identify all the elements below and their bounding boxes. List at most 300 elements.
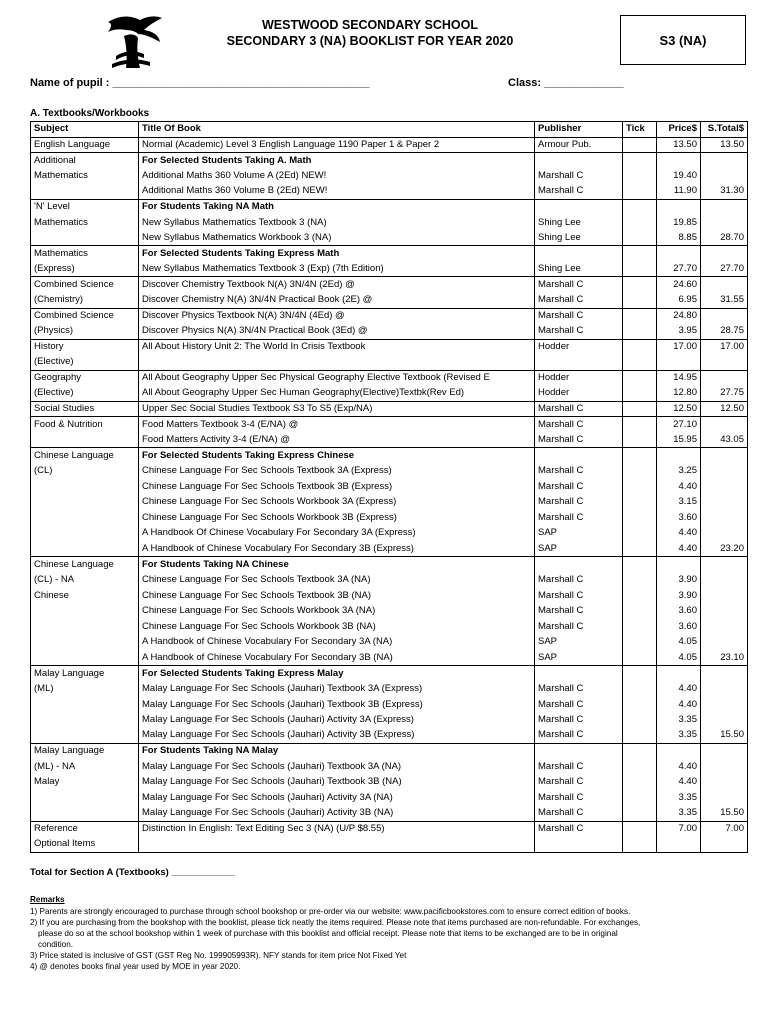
tick-cell[interactable] [623,697,657,713]
subject-cell: Combined Science [31,277,139,293]
publisher-cell: Marshall C [535,728,623,744]
subtotal-cell [701,355,748,371]
column-header: Title Of Book [139,122,535,138]
table-row [31,603,748,619]
subtotal-cell: 31.55 [701,293,748,309]
publisher-cell [535,355,623,371]
price-cell: 24.80 [657,308,701,324]
price-cell: 4.40 [657,541,701,557]
tick-cell[interactable] [623,215,657,231]
publisher-cell [535,743,623,759]
tick-cell[interactable] [623,728,657,744]
subtotal-cell [701,526,748,542]
subject-cell [31,697,139,713]
price-cell: 4.40 [657,759,701,775]
subtotal-cell [701,759,748,775]
tick-cell[interactable] [623,479,657,495]
price-cell: 19.85 [657,215,701,231]
publisher-cell: Marshall C [535,588,623,604]
tick-cell[interactable] [623,806,657,822]
title-cell: New Syllabus Mathematics Textbook 3 (NA) [139,215,535,231]
subtotal-cell [701,495,748,511]
subtotal-cell [701,774,748,790]
tick-cell[interactable] [623,619,657,635]
table-header-row [31,122,748,138]
publisher-cell: Marshall C [535,821,623,837]
publisher-cell: SAP [535,635,623,651]
publisher-cell: Marshall C [535,479,623,495]
price-cell: 14.95 [657,370,701,386]
price-cell: 6.95 [657,293,701,309]
title-cell: For Students Taking NA Malay [139,743,535,759]
tick-cell[interactable] [623,666,657,682]
subject-cell [31,603,139,619]
subtotal-cell [701,666,748,682]
subtotal-cell [701,603,748,619]
subject-cell [31,495,139,511]
publisher-cell: Marshall C [535,619,623,635]
subject-cell [31,184,139,200]
table-row [31,743,748,759]
title-cell: Distinction In English: Text Editing Sec 3 (NA) (U/P $8.55) [139,821,535,837]
subtotal-cell: 27.75 [701,386,748,402]
tick-cell[interactable] [623,837,657,853]
tick-cell[interactable] [623,774,657,790]
tick-cell[interactable] [623,168,657,184]
subject-cell: Chinese Language [31,448,139,464]
price-cell [657,837,701,853]
subject-cell: (ML) - NA [31,759,139,775]
title-cell: Chinese Language For Sec Schools Textbook 3A (Express) [139,464,535,480]
tick-cell[interactable] [623,712,657,728]
subtotal-cell: 15.50 [701,728,748,744]
tick-cell[interactable] [623,199,657,215]
publisher-cell: Hodder [535,339,623,355]
table-row [31,168,748,184]
booklist-title: SECONDARY 3 (NA) BOOKLIST FOR YEAR 2020 [226,34,514,48]
publisher-cell: Marshall C [535,510,623,526]
publisher-cell: Marshall C [535,697,623,713]
pupil-name-field[interactable]: Name of pupil : __________________________________________ [30,77,370,89]
subtotal-cell [701,153,748,169]
title-cell: Chinese Language For Sec Schools Textbook 3B (NA) [139,588,535,604]
table-row [31,650,748,666]
subject-cell [31,619,139,635]
table-row [31,510,748,526]
table-row [31,588,748,604]
title-cell: Discover Physics Textbook N(A) 3N/4N (4Ed) @ [139,308,535,324]
tick-cell[interactable] [623,572,657,588]
title-cell [139,355,535,371]
table-row [31,137,748,153]
publisher-cell [535,153,623,169]
price-cell: 3.35 [657,790,701,806]
section-a-title: A. Textbooks/Workbooks [30,108,150,119]
price-cell: 3.60 [657,619,701,635]
class-field[interactable]: Class: _____________ [508,77,624,89]
title-cell: Malay Language For Sec Schools (Jauhari) Textbook 3A (Express) [139,681,535,697]
subtotal-cell [701,712,748,728]
subject-cell [31,432,139,448]
title-cell: Malay Language For Sec Schools (Jauhari) Activity 3B (Express) [139,728,535,744]
price-cell: 4.40 [657,774,701,790]
title-cell: Additional Maths 360 Volume B (2Ed) NEW! [139,184,535,200]
publisher-cell: Marshall C [535,572,623,588]
publisher-cell: SAP [535,541,623,557]
table-row [31,199,748,215]
tick-cell[interactable] [623,277,657,293]
subject-cell: Social Studies [31,401,139,417]
tick-cell[interactable] [623,432,657,448]
tick-cell[interactable] [623,261,657,277]
table-row [31,355,748,371]
subtotal-cell: 31.30 [701,184,748,200]
subtotal-cell [701,510,748,526]
table-row [31,635,748,651]
price-cell [657,666,701,682]
tick-cell[interactable] [623,681,657,697]
title-cell: A Handbook of Chinese Vocabulary For Secondary 3B (NA) [139,650,535,666]
price-cell: 8.85 [657,230,701,246]
subtotal-cell: 23.20 [701,541,748,557]
title-cell: For Selected Students Taking Express Chinese [139,448,535,464]
subject-cell: (CL) [31,464,139,480]
subtotal-cell [701,557,748,573]
title-cell: Malay Language For Sec Schools (Jauhari) Textbook 3A (NA) [139,759,535,775]
publisher-cell: Armour Pub. [535,137,623,153]
subtotal-cell [701,370,748,386]
publisher-cell: Marshall C [535,806,623,822]
subtotal-cell: 28.75 [701,324,748,340]
subject-cell: Optional Items [31,837,139,853]
subtotal-cell [701,790,748,806]
school-logo-icon [104,12,164,70]
subtotal-cell [701,277,748,293]
tick-cell[interactable] [623,230,657,246]
title-cell: For Selected Students Taking Express Malay [139,666,535,682]
subject-cell: Additional [31,153,139,169]
subtotal-cell [701,837,748,853]
price-cell [657,448,701,464]
subtotal-cell: 15.50 [701,806,748,822]
tick-cell[interactable] [623,495,657,511]
subject-cell: 'N' Level [31,199,139,215]
tick-cell[interactable] [623,526,657,542]
title-cell: For Students Taking NA Math [139,199,535,215]
title-cell: A Handbook of Chinese Vocabulary For Secondary 3B (Express) [139,541,535,557]
subtotal-cell [701,619,748,635]
tick-cell[interactable] [623,743,657,759]
title-cell: Malay Language For Sec Schools (Jauhari) Activity 3B (NA) [139,806,535,822]
publisher-cell: Marshall C [535,293,623,309]
title-cell: For Selected Students Taking Express Math [139,246,535,262]
subject-cell: (CL) - NA [31,572,139,588]
tick-cell[interactable] [623,541,657,557]
class-code: S3 (NA) [659,32,707,48]
tick-cell[interactable] [623,401,657,417]
subject-cell [31,635,139,651]
publisher-cell: Marshall C [535,495,623,511]
subject-cell: Reference [31,821,139,837]
subject-cell: Malay [31,774,139,790]
publisher-cell: Marshall C [535,712,623,728]
price-cell: 3.60 [657,603,701,619]
table-row [31,386,748,402]
title-cell: Normal (Academic) Level 3 English Language 1190 Paper 1 & Paper 2 [139,137,535,153]
subject-cell: Combined Science [31,308,139,324]
subject-cell [31,479,139,495]
table-row [31,464,748,480]
column-header: Subject [31,122,139,138]
tick-cell[interactable] [623,137,657,153]
publisher-cell: Marshall C [535,401,623,417]
publisher-cell: Hodder [535,386,623,402]
tick-cell[interactable] [623,448,657,464]
subject-cell: (Elective) [31,386,139,402]
title-cell: Malay Language For Sec Schools (Jauhari) Textbook 3B (Express) [139,697,535,713]
remark-item: 4) @ denotes books final year used by MOE in year 2020. [30,962,241,971]
title-cell: Chinese Language For Sec Schools Workbook 3B (Express) [139,510,535,526]
title-cell: Chinese Language For Sec Schools Textbook 3B (Express) [139,479,535,495]
price-cell: 3.25 [657,464,701,480]
tick-cell[interactable] [623,650,657,666]
booklist-table [30,121,748,853]
table-row [31,401,748,417]
table-row [31,837,748,853]
title-cell: A Handbook of Chinese Vocabulary For Secondary 3A (NA) [139,635,535,651]
subject-cell: (Chemistry) [31,293,139,309]
publisher-cell [535,837,623,853]
table-row [31,619,748,635]
price-cell: 24.60 [657,277,701,293]
publisher-cell: Marshall C [535,417,623,433]
subject-cell: Food & Nutrition [31,417,139,433]
tick-cell[interactable] [623,603,657,619]
price-cell: 27.70 [657,261,701,277]
tick-cell[interactable] [623,464,657,480]
tick-cell[interactable] [623,417,657,433]
remark-item: please do so at the school bookshop within 1 week of purchase with this booklist and official receipt. Please note that items to be exchanged are to be in original [38,929,618,938]
table-row [31,759,748,775]
price-cell: 4.05 [657,635,701,651]
price-cell: 13.50 [657,137,701,153]
remark-item: 3) Price stated is inclusive of GST (GST Reg No. 199905993R). NFY stands for item price Not Fixed Yet [30,951,407,960]
tick-cell[interactable] [623,821,657,837]
title-cell: Malay Language For Sec Schools (Jauhari) Textbook 3B (NA) [139,774,535,790]
tick-cell[interactable] [623,386,657,402]
remarks-block [30,894,730,972]
tick-cell[interactable] [623,153,657,169]
subtotal-cell [701,479,748,495]
tick-cell[interactable] [623,355,657,371]
title-cell: All About History Unit 2: The World In Crisis Textbook [139,339,535,355]
price-cell [657,743,701,759]
table-row [31,153,748,169]
subtotal-cell [701,588,748,604]
subtotal-cell [701,572,748,588]
tick-cell[interactable] [623,557,657,573]
title-cell: Discover Chemistry Textbook N(A) 3N/4N (2Ed) @ [139,277,535,293]
tick-cell[interactable] [623,790,657,806]
subtotal-cell [701,743,748,759]
table-row [31,712,748,728]
table-row [31,417,748,433]
subject-cell: (Elective) [31,355,139,371]
price-cell [657,153,701,169]
subject-cell [31,790,139,806]
table-row [31,339,748,355]
title-cell: Food Matters Textbook 3-4 (E/NA) @ [139,417,535,433]
subtotal-cell: 7.00 [701,821,748,837]
document-title [190,17,550,49]
publisher-cell [535,448,623,464]
price-cell: 4.40 [657,697,701,713]
title-cell: Upper Sec Social Studies Textbook S3 To S5 (Exp/NA) [139,401,535,417]
table-row [31,666,748,682]
table-row [31,572,748,588]
table-row [31,432,748,448]
tick-cell[interactable] [623,308,657,324]
table-row [31,261,748,277]
subtotal-cell [701,448,748,464]
table-row [31,774,748,790]
table-row [31,806,748,822]
price-cell: 3.35 [657,806,701,822]
price-cell [657,557,701,573]
subject-cell [31,728,139,744]
table-row [31,184,748,200]
subtotal-cell: 23.10 [701,650,748,666]
table-row [31,479,748,495]
subtotal-cell [701,168,748,184]
subject-cell: (ML) [31,681,139,697]
publisher-cell [535,199,623,215]
price-cell [657,199,701,215]
publisher-cell: Shing Lee [535,261,623,277]
table-row [31,728,748,744]
publisher-cell: Marshall C [535,681,623,697]
subject-cell [31,510,139,526]
title-cell: All About Geography Upper Sec Physical Geography Elective Textbook (Revised E [139,370,535,386]
subtotal-cell [701,308,748,324]
subtotal-cell [701,464,748,480]
title-cell: Chinese Language For Sec Schools Workbook 3A (Express) [139,495,535,511]
table-row [31,215,748,231]
subject-cell: (Express) [31,261,139,277]
tick-cell[interactable] [623,635,657,651]
publisher-cell: SAP [535,650,623,666]
price-cell: 4.40 [657,681,701,697]
title-cell: Food Matters Activity 3-4 (E/NA) @ [139,432,535,448]
subtotal-cell [701,697,748,713]
subtotal-cell: 12.50 [701,401,748,417]
column-header: Tick [623,122,657,138]
tick-cell[interactable] [623,246,657,262]
table-row [31,697,748,713]
price-cell: 7.00 [657,821,701,837]
subject-cell: Chinese [31,588,139,604]
publisher-cell: Marshall C [535,277,623,293]
subtotal-cell: 43.05 [701,432,748,448]
table-row [31,495,748,511]
price-cell: 4.40 [657,526,701,542]
tick-cell[interactable] [623,588,657,604]
subtotal-cell: 17.00 [701,339,748,355]
tick-cell[interactable] [623,324,657,340]
remarks-title: Remarks [30,895,65,904]
subject-cell: Geography [31,370,139,386]
table-row [31,246,748,262]
tick-cell[interactable] [623,293,657,309]
subtotal-cell: 13.50 [701,137,748,153]
remark-item: 2) If you are purchasing from the bookshop with the booklist, please tick neatly the items required. Please note that items purchased are non-refundable. For exchanges, [30,918,641,927]
title-cell: For Selected Students Taking A. Math [139,153,535,169]
subject-cell: Mathematics [31,168,139,184]
subtotal-cell [701,199,748,215]
section-a-total: Total for Section A (Textbooks) ____________ [30,867,235,878]
table-row [31,790,748,806]
price-cell: 27.10 [657,417,701,433]
publisher-cell: Shing Lee [535,215,623,231]
publisher-cell [535,666,623,682]
tick-cell[interactable] [623,510,657,526]
title-cell: New Syllabus Mathematics Textbook 3 (Exp) (7th Edition) [139,261,535,277]
publisher-cell [535,246,623,262]
tick-cell[interactable] [623,339,657,355]
table-row [31,293,748,309]
subtotal-cell: 28.70 [701,230,748,246]
price-cell: 4.40 [657,479,701,495]
publisher-cell: Hodder [535,370,623,386]
title-cell: Chinese Language For Sec Schools Workbook 3A (NA) [139,603,535,619]
subtotal-cell [701,635,748,651]
price-cell: 12.50 [657,401,701,417]
subject-cell [31,526,139,542]
publisher-cell: Marshall C [535,184,623,200]
remark-item: condition. [38,940,74,949]
title-cell: Malay Language For Sec Schools (Jauhari) Activity 3A (Express) [139,712,535,728]
tick-cell[interactable] [623,184,657,200]
title-cell: All About Geography Upper Sec Human Geography(Elective)Textbk(Rev Ed) [139,386,535,402]
table-row [31,370,748,386]
table-row [31,681,748,697]
publisher-cell: Marshall C [535,774,623,790]
table-row [31,308,748,324]
price-cell: 3.90 [657,588,701,604]
subject-cell: Mathematics [31,246,139,262]
title-cell: Discover Physics N(A) 3N/4N Practical Book (3Ed) @ [139,324,535,340]
table-row [31,448,748,464]
subtotal-cell [701,215,748,231]
price-cell: 4.05 [657,650,701,666]
subtotal-cell [701,681,748,697]
subject-cell: (Physics) [31,324,139,340]
price-cell: 11.90 [657,184,701,200]
publisher-cell: Marshall C [535,168,623,184]
price-cell: 3.15 [657,495,701,511]
publisher-cell: Marshall C [535,464,623,480]
table-row [31,821,748,837]
tick-cell[interactable] [623,370,657,386]
subject-cell: History [31,339,139,355]
price-cell: 3.35 [657,728,701,744]
tick-cell[interactable] [623,759,657,775]
price-cell: 3.90 [657,572,701,588]
title-cell [139,837,535,853]
subject-cell: Mathematics [31,215,139,231]
price-cell: 3.60 [657,510,701,526]
title-cell: Chinese Language For Sec Schools Workbook 3B (NA) [139,619,535,635]
